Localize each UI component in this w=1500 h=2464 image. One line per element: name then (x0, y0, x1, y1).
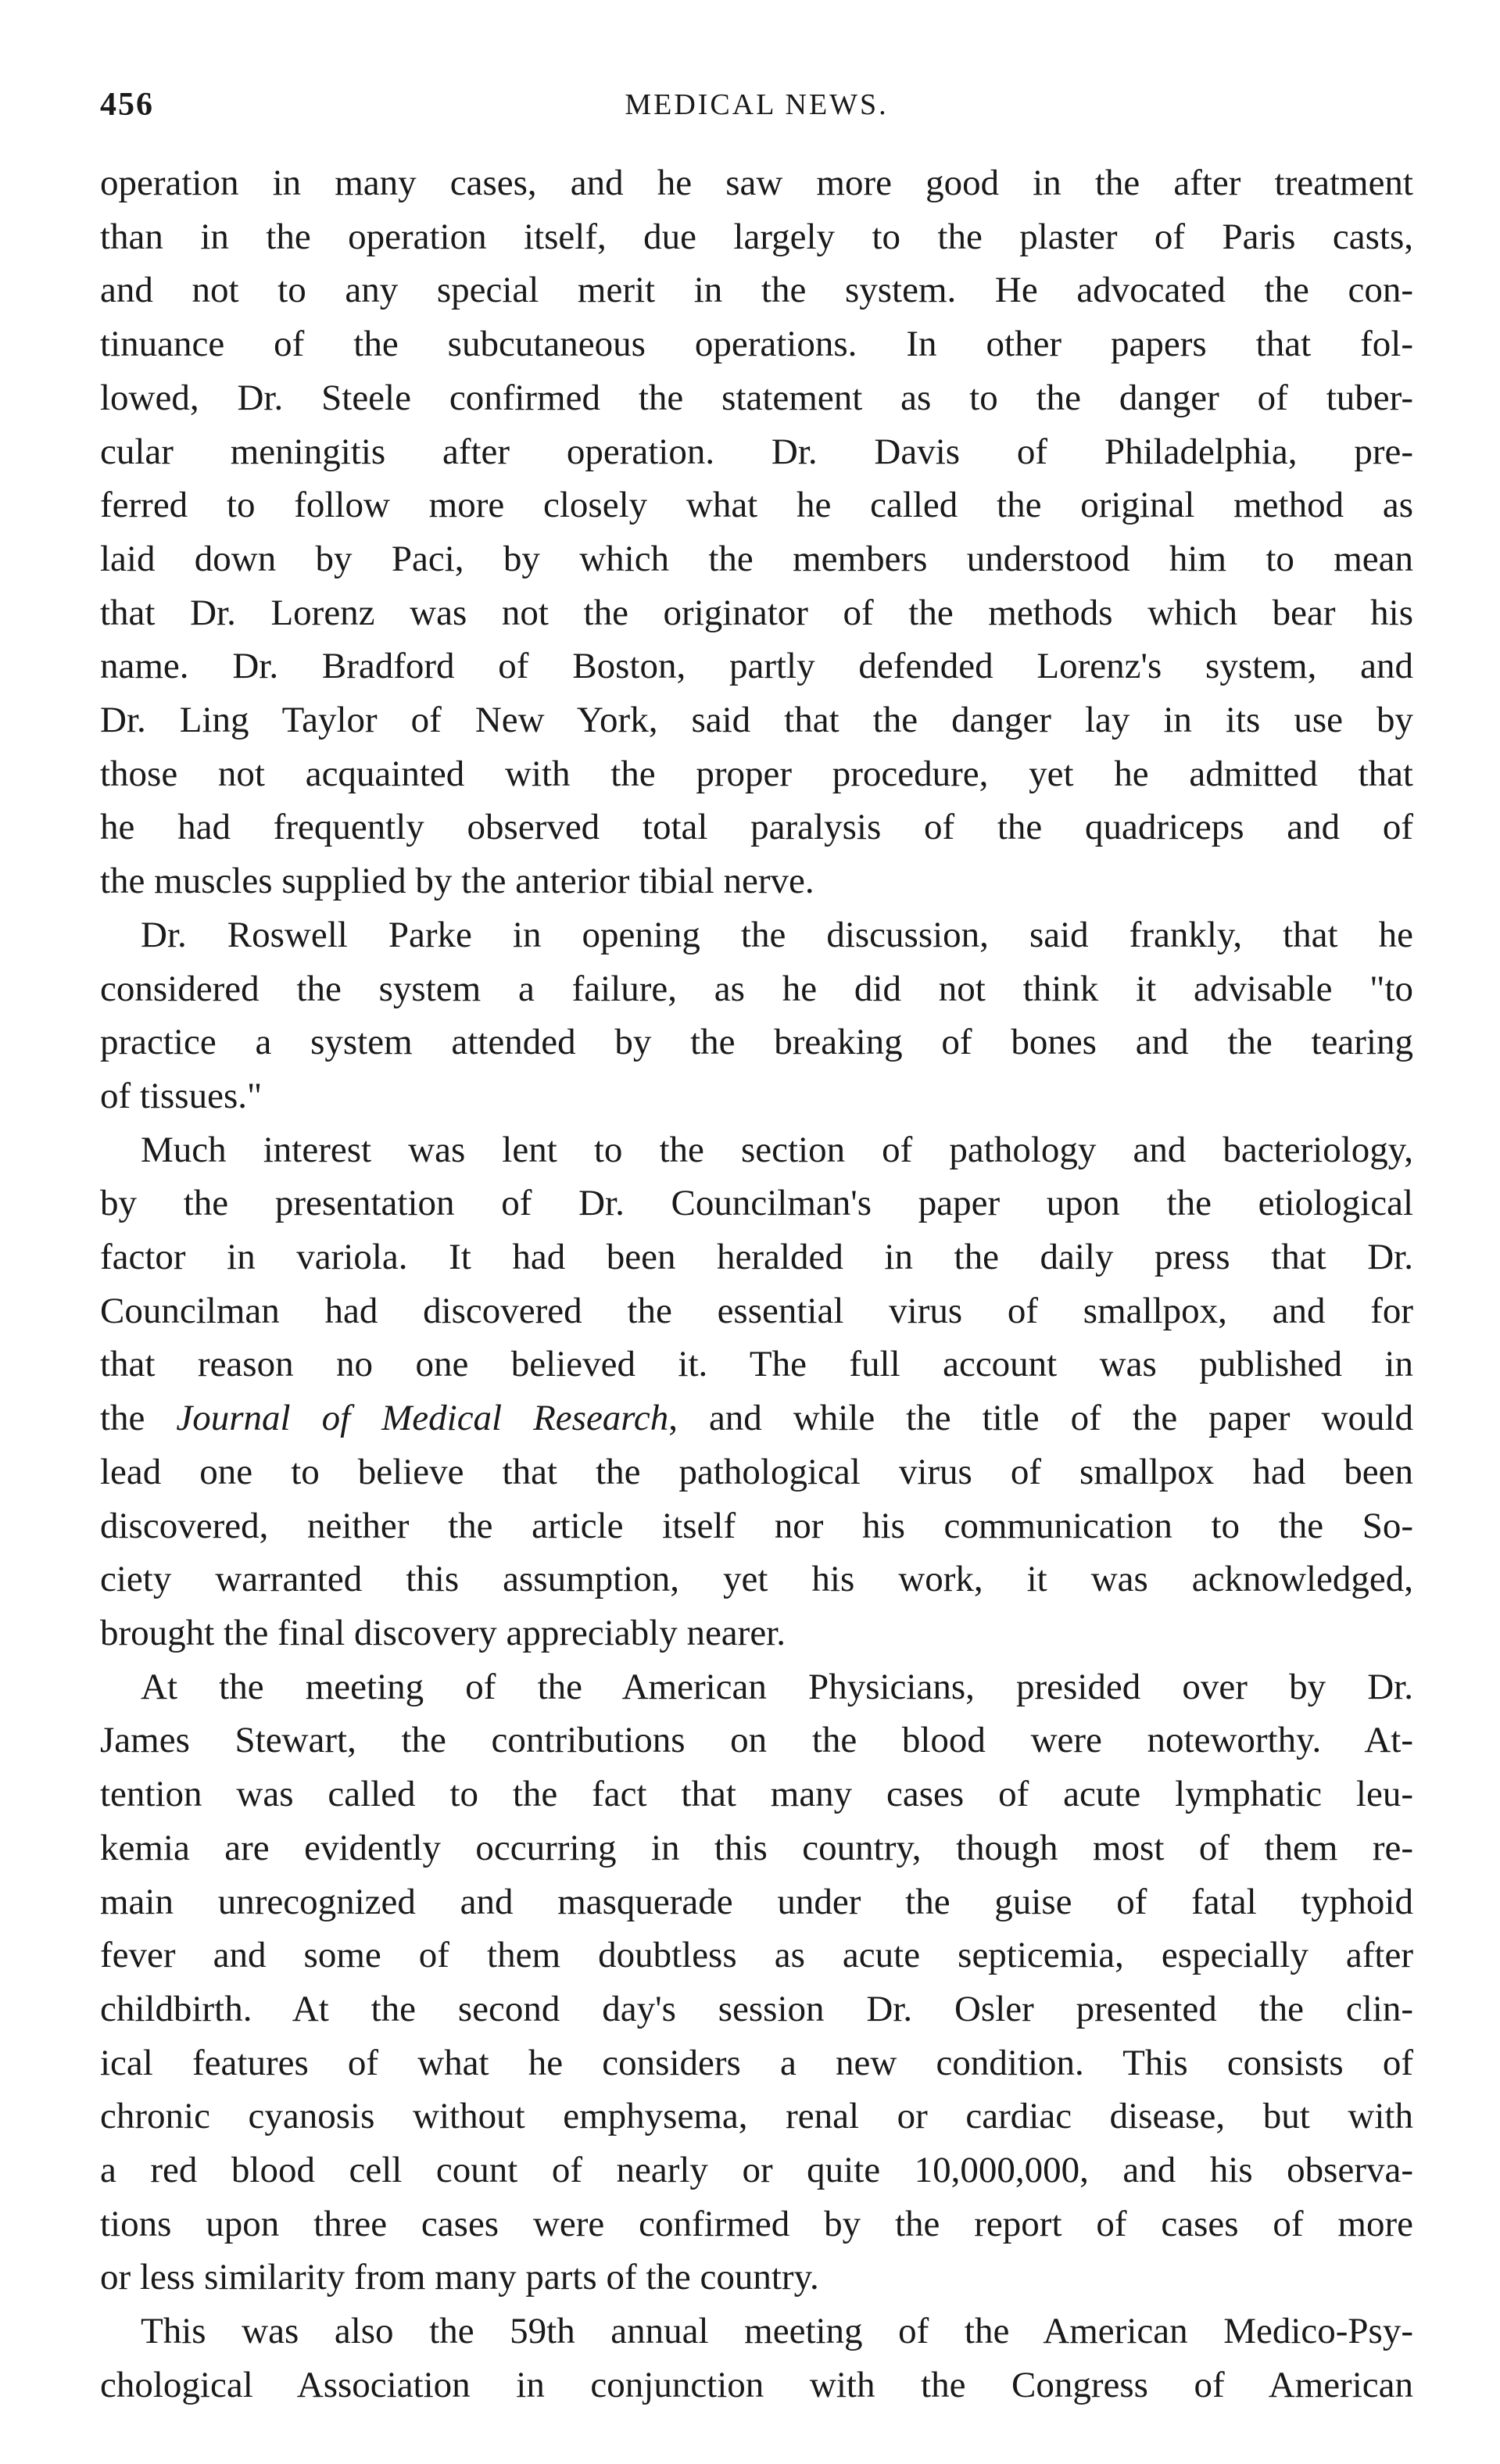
text-line: than in the operation itself, due largely to the plaster of Paris casts, (100, 216, 1413, 257)
article-body (100, 156, 1413, 2412)
text-line: operation in many cases, and he saw more good in the after treatment (100, 163, 1413, 203)
text-line: This was also the 59th annual meeting of the American Medico-Psy- (141, 2311, 1413, 2352)
text-line: Much interest was lent to the section of pathology and bacteriology, (141, 1129, 1413, 1170)
text-line: brought the final discovery appreciably nearer. (100, 1612, 786, 1653)
text-line: and not to any special merit in the system. He advocated the con- (100, 270, 1413, 311)
text-line: or less similarity from many parts of the country. (100, 2257, 819, 2298)
page-number: 456 (100, 87, 154, 123)
text-line: chological Association in conjunction with the Congress of American (100, 2364, 1413, 2405)
text-line: main unrecognized and masquerade under the guise of fatal typhoid (100, 1881, 1413, 1922)
paragraph-3 (100, 1123, 1413, 1660)
text-line: ical features of what he considers a new condition. This consists of (100, 2042, 1413, 2083)
text-line: by the presentation of Dr. Councilman's paper upon the etiological (100, 1183, 1413, 1224)
text-line: lead one to believe that the pathological virus of smallpox had been (100, 1451, 1413, 1492)
text-line: kemia are evidently occurring in this country, though most of them re- (100, 1827, 1413, 1868)
text-line: practice a system attended by the breaking of bones and the tearing (100, 1022, 1413, 1063)
text-line: considered the system a failure, as he did not think it advisable "to (100, 968, 1413, 1009)
text-line: those not acquainted with the proper procedure, yet he admitted that (100, 753, 1413, 794)
text-line: ciety warranted this assumption, yet his work, it was acknowledged, (100, 1559, 1413, 1600)
text-line: that Dr. Lorenz was not the originator of the methods which bear his (100, 592, 1413, 633)
text-fragment: , and while the title of the paper would (668, 1398, 1413, 1439)
text-line: childbirth. At the second day's session Dr. Osler presented the clin- (100, 1988, 1413, 2029)
paragraph-2 (100, 908, 1413, 1123)
text-line: laid down by Paci, by which the members understood him to mean (100, 538, 1413, 579)
text-line: factor in variola. It had been heralded in the daily press that Dr. (100, 1237, 1413, 1278)
text-line: tions upon three cases were confirmed by the report of cases of more (100, 2203, 1413, 2244)
journal-title: MEDICAL NEWS. (625, 88, 889, 121)
text-line: cular meningitis after operation. Dr. Davis of Philadelphia, pre- (100, 431, 1413, 472)
text-line: fever and some of them doubtless as acute septicemia, especially after (100, 1935, 1413, 1976)
paragraph-1 (100, 156, 1413, 908)
text-line: a red blood cell count of nearly or quite 10,000,000, and his observa- (100, 2150, 1413, 2191)
text-line: he had frequently observed total paralysis of the quadriceps and of (100, 807, 1413, 848)
text-line: Councilman had discovered the essential virus of smallpox, and for (100, 1290, 1413, 1331)
text-line: ferred to follow more closely what he called the original method as (100, 485, 1413, 526)
text-fragment: the (100, 1398, 177, 1439)
text-line: tention was called to the fact that many cases of acute lymphatic leu- (100, 1774, 1413, 1815)
paragraph-4 (100, 1660, 1413, 2305)
text-line: lowed, Dr. Steele confirmed the statement as to the danger of tuber- (100, 377, 1413, 418)
document-page (100, 86, 1413, 2412)
text-line: James Stewart, the contributions on the blood were noteworthy. At- (100, 1720, 1413, 1761)
text-line: that reason no one believed it. The full account was published in (100, 1344, 1413, 1385)
text-line-journal-reference (100, 1391, 1413, 1445)
text-line: chronic cyanosis without emphysema, renal or cardiac disease, but with (100, 2096, 1413, 2137)
text-line: At the meeting of the American Physicians, presided over by Dr. (141, 1666, 1413, 1707)
text-line: name. Dr. Bradford of Boston, partly defended Lorenz's system, and (100, 646, 1413, 687)
text-line: the muscles supplied by the anterior tibial nerve. (100, 861, 814, 902)
text-line: Dr. Roswell Parke in opening the discussion, said frankly, that he (141, 914, 1413, 955)
text-line: tinuance of the subcutaneous operations. In other papers that fol- (100, 324, 1413, 365)
text-line: discovered, neither the article itself nor his communication to the So- (100, 1505, 1413, 1546)
text-line: of tissues." (100, 1075, 263, 1116)
journal-reference: Journal of Medical Research (176, 1398, 669, 1439)
paragraph-5 (100, 2305, 1413, 2412)
running-head (100, 86, 1413, 141)
text-line: Dr. Ling Taylor of New York, said that the danger lay in its use by (100, 700, 1413, 741)
